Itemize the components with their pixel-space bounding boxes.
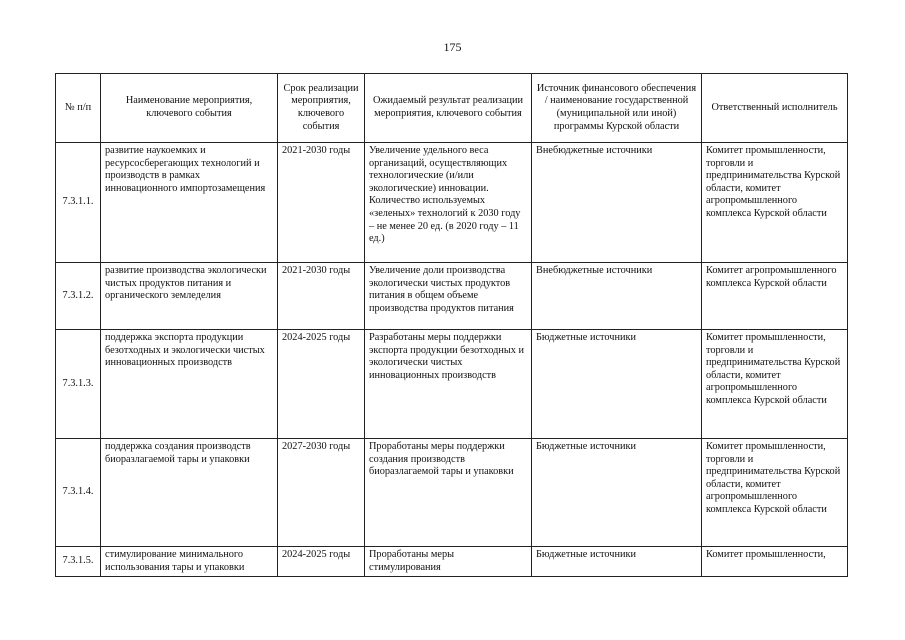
row-number: 7.3.1.1. (56, 143, 101, 263)
responsible-executor: Комитет промышленности, торговли и предпринимательства Курской области, комитет агропромышленного комплекса Курской области (702, 330, 848, 439)
table-row (56, 547, 848, 577)
expected-result: Проработаны меры поддержки создания производств биоразлагаемой тары и упаковки (365, 439, 532, 547)
measure-name: развитие производства экологически чистых продуктов питания и органического земледелия (101, 263, 278, 330)
table-row (56, 263, 848, 330)
funding-source: Бюджетные источники (532, 330, 702, 439)
column-header-name: Наименование мероприятия, ключевого события (101, 74, 278, 143)
measure-name: развитие наукоемких и ресурсосберегающих технологий и производств в рамках инновационного импортозамещения (101, 143, 278, 263)
expected-result: Увеличение удельного веса организаций, осуществляющих технологические (и/или экологические) инновации. Количество используемых «зеленых» технологий к 2030 году – не менее 20 ед. (в 2020 году – 11 ед.) (365, 143, 532, 263)
row-number: 7.3.1.3. (56, 330, 101, 439)
implementation-term: 2021-2030 годы (278, 143, 365, 263)
implementation-term: 2024-2025 годы (278, 547, 365, 577)
implementation-term: 2024-2025 годы (278, 330, 365, 439)
funding-source: Внебюджетные источники (532, 143, 702, 263)
row-number: 7.3.1.5. (56, 547, 101, 577)
table-row (56, 439, 848, 547)
implementation-term: 2021-2030 годы (278, 263, 365, 330)
measure-name: поддержка создания производств биоразлагаемой тары и упаковки (101, 439, 278, 547)
responsible-executor: Комитет промышленности, (702, 547, 848, 577)
measures-table (55, 73, 848, 577)
column-header-result: Ожидаемый результат реализации мероприятия, ключевого события (365, 74, 532, 143)
funding-source: Бюджетные источники (532, 439, 702, 547)
funding-source: Внебюджетные источники (532, 263, 702, 330)
row-number: 7.3.1.2. (56, 263, 101, 330)
table-header-row (56, 74, 848, 143)
column-header-number: № п/п (56, 74, 101, 143)
responsible-executor: Комитет агропромышленного комплекса Курской области (702, 263, 848, 330)
expected-result: Увеличение доли производства экологически чистых продуктов питания в общем объеме производства продуктов питания (365, 263, 532, 330)
measure-name: стимулирование минимального использования тары и упаковки (101, 547, 278, 577)
page-number: 175 (443, 40, 462, 54)
table-row (56, 143, 848, 263)
responsible-executor: Комитет промышленности, торговли и предпринимательства Курской области, комитет агропромышленного комплекса Курской области (702, 143, 848, 263)
table-row (56, 330, 848, 439)
expected-result: Проработаны меры стимулирования (365, 547, 532, 577)
expected-result: Разработаны меры поддержки экспорта продукции безотходных и экологически чистых инновационных производств (365, 330, 532, 439)
column-header-source: Источник финансового обеспечения / наименование государственной (муниципальной или иной) программы Курской области (532, 74, 702, 143)
measure-name: поддержка экспорта продукции безотходных и экологически чистых инновационных производств (101, 330, 278, 439)
funding-source: Бюджетные источники (532, 547, 702, 577)
responsible-executor: Комитет промышленности, торговли и предпринимательства Курской области, комитет агропромышленного комплекса Курской области (702, 439, 848, 547)
implementation-term: 2027-2030 годы (278, 439, 365, 547)
column-header-term: Срок реализации мероприятия, ключевого события (278, 74, 365, 143)
row-number: 7.3.1.4. (56, 439, 101, 547)
column-header-executor: Ответственный исполнитель (702, 74, 848, 143)
